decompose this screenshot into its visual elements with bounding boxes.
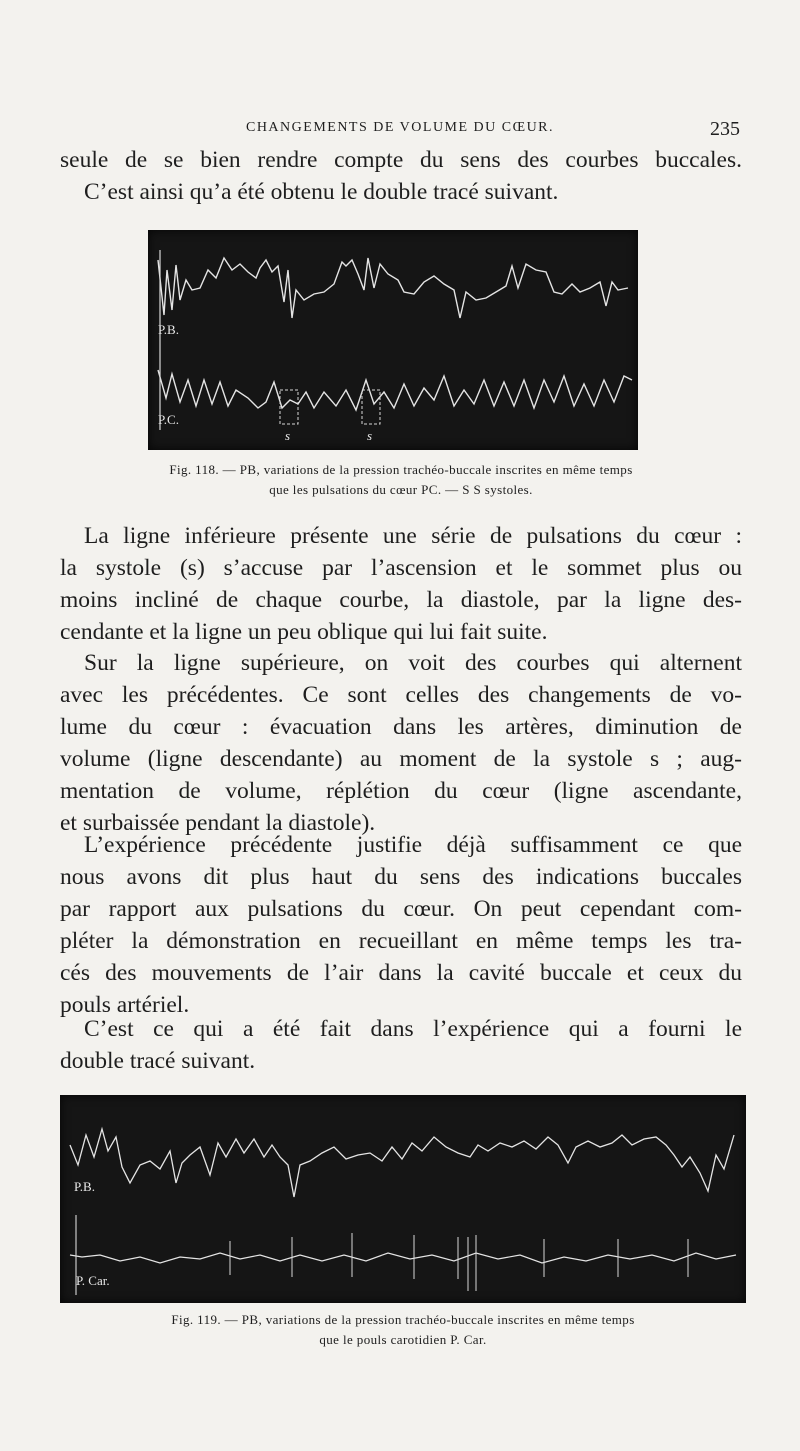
text-line: seule de se bien rendre compte du sens des courbes buccales. (60, 147, 742, 173)
caption-line: Fig. 119. — PB, variations de la pression trachéo-buccale inscrites en même temps (171, 1312, 635, 1327)
text-line: C’est ce qui a été fait dans l’expérience qui a fourni le (84, 1016, 742, 1042)
text-line: mentation de volume, réplétion du cœur (ligne ascendante, (60, 778, 742, 804)
text-line: cendante et la ligne un peu oblique qui lui fait suite. (60, 619, 548, 645)
text-line: cés des mouvements de l’air dans la cavité buccale et ceux du (60, 960, 742, 986)
paragraph-second-trace (60, 1013, 742, 1077)
paragraph-upper-line (60, 647, 742, 839)
text-line: la systole (s) s’accuse par l’ascension et le sommet plus ou (60, 555, 742, 581)
text-line: pouls artériel. (60, 992, 190, 1018)
systole-mark: s (367, 428, 373, 443)
text-line: avec les précédentes. Ce sont celles des changements de vo- (60, 682, 742, 708)
trace-label-pcar: P. Car. (76, 1273, 110, 1288)
caption-line: que le pouls carotidien P. Car. (319, 1332, 487, 1347)
trace-label-pb: P.B. (74, 1179, 95, 1194)
figure-119-trace (60, 1095, 746, 1303)
text-line: double tracé suivant. (60, 1048, 256, 1074)
caption-line: que les pulsations du cœur PC. — S S systoles. (269, 482, 533, 497)
text-line: et surbaissée pendant la diastole). (60, 810, 376, 836)
pb-trace-line (158, 258, 628, 318)
figure-118-caption (60, 460, 742, 500)
figure-118-trace (148, 230, 638, 450)
paragraph-intro (60, 144, 742, 208)
figure-118-svg (148, 230, 638, 450)
trace-label-pb: P.B. (158, 322, 179, 337)
text-line: volume (ligne descendante) au moment de la systole s ; aug- (60, 746, 742, 772)
text-line: L’expérience précédente justifie déjà suffisamment ce que (84, 832, 742, 858)
pcar-trace-line (70, 1253, 736, 1263)
paragraph-lower-line (60, 520, 742, 648)
systole-mark: s (285, 428, 291, 443)
running-head (60, 118, 740, 142)
text-line: lume du cœur : évacuation dans les artères, diminution de (60, 714, 742, 740)
text-line: La ligne inférieure présente une série de pulsations du cœur : (84, 523, 742, 549)
running-title: CHANGEMENTS DE VOLUME DU CŒUR. (245, 120, 555, 135)
figure-119-caption (60, 1310, 746, 1350)
paragraph-experience (60, 829, 742, 1021)
caption-line: Fig. 118. — PB, variations de la pression trachéo-buccale inscrites en même temps (169, 462, 633, 477)
text-line: par rapport aux pulsations du cœur. On peut cependant com- (60, 896, 742, 922)
text-line: pléter la démonstration en recueillant en même temps les tra- (60, 928, 742, 954)
pc-trace-line (158, 370, 632, 410)
text-line: C’est ainsi qu’a été obtenu le double tracé suivant. (84, 179, 559, 205)
pb-trace-line (70, 1129, 734, 1197)
text-line: nous avons dit plus haut du sens des indications buccales (60, 864, 742, 890)
trace-label-pc: P.C. (158, 412, 179, 427)
text-line: moins incliné de chaque courbe, la diastole, par la ligne des- (60, 587, 742, 613)
text-line: Sur la ligne supérieure, on voit des courbes qui alternent (84, 650, 742, 676)
page-number: 235 (710, 118, 740, 140)
figure-119-svg (60, 1095, 746, 1303)
